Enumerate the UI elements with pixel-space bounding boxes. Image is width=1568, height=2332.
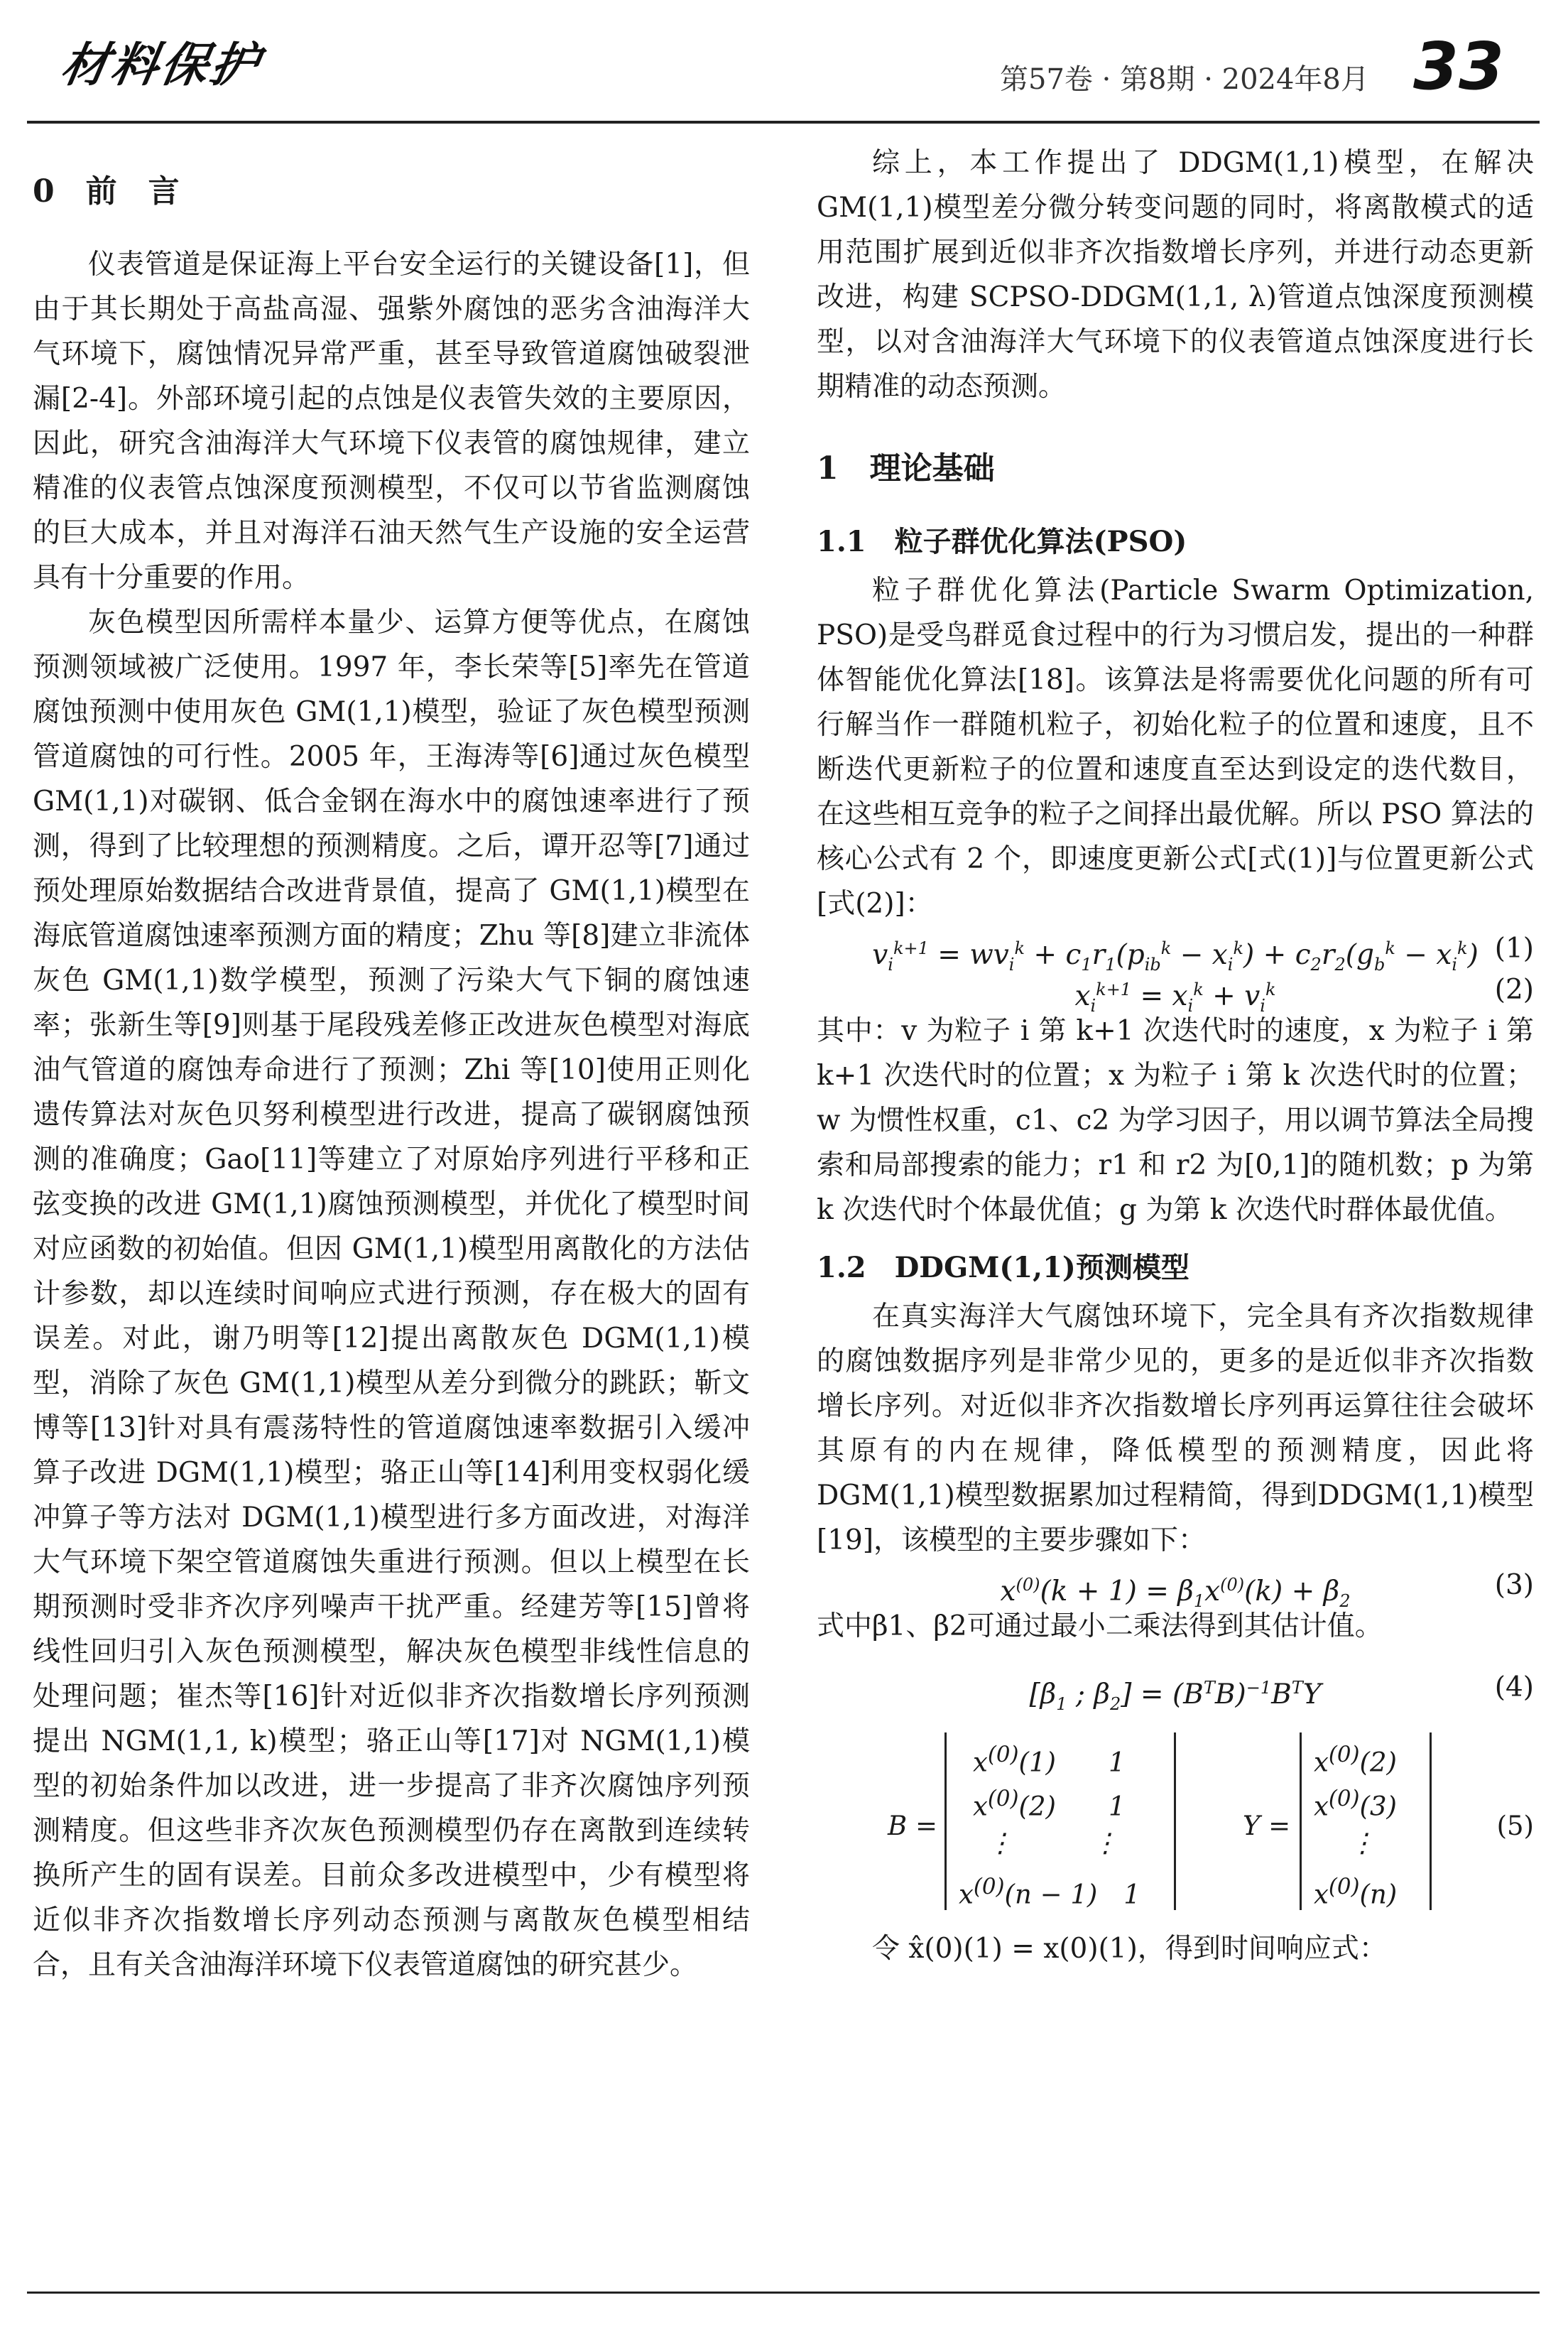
page-number: 33 [1413, 28, 1505, 104]
paragraph-time-response: 令 x̂(0)(1) = x(0)(1)，得到时间响应式： [872, 1933, 1387, 1965]
paragraph-intro-1: 仪表管道是保证海上平台安全运行的关键设备[1]，但由于其长期处于高盐高湿、强紫外腐蚀的恶劣含油海洋大气环境下，腐蚀情况异常严重，甚至导致管道腐蚀破裂泄漏[2-4]。外部环境引起的点蚀是仪表管失效的主要原因，因此，研究含油海洋大气环境下仪表管的腐蚀规律，建立精准的仪表管点蚀深度预测模型，不仅可以节省监测腐蚀的巨大成本，并且对海洋石油天然气生产设施的安全运营具有十分重要的作用。 [33, 249, 750, 594]
page-header [0, 0, 1568, 124]
subsection-heading-ddgm: 1.2 DDGM(1,1)预测模型 [817, 1251, 1189, 1284]
header-rule [27, 121, 1540, 124]
matrix-y-cell: $x^{(0)}(n)$ [1314, 1874, 1398, 1910]
equation-2-number: (2) [1494, 974, 1534, 1006]
equation-1 [817, 926, 1534, 975]
paragraph-summary: 综上，本工作提出了 DDGM(1,1)模型，在解决GM(1,1)模型差分微分转变问题的同时，将离散模式的适用范围扩展到近似非齐次指数增长序列，并进行动态更新改进，构建 SCPSO-DDGM(1,1, λ)管道点蚀深度预测模型，以对含油海洋大气环境下的仪表管道点蚀深度进行长期精准的动态预测。 [817, 147, 1534, 403]
paragraph-least-squares: 式中β1、β2可通过最小二乘法得到其估计值。 [817, 1610, 1383, 1642]
equation-5-number: (5) [1496, 1811, 1534, 1841]
issue-info: 第57卷 · 第8期 · 2024年8月 [1000, 63, 1369, 96]
equation-3 [817, 1563, 1534, 1611]
matrix-y-label: Y = [1243, 1811, 1291, 1841]
matrix-y-cell: $x^{(0)}(2)$ [1314, 1742, 1397, 1778]
left-column [33, 158, 750, 1987]
matrix-b-cell: $x^{(0)}(n - 1)$ 1 [959, 1874, 1140, 1910]
journal-logo: 材料保护 [57, 37, 266, 92]
matrix-y-cell: ⋮ [1349, 1828, 1376, 1858]
matrix-b-cell: $x^{(0)}(1)$ 1 [973, 1742, 1126, 1778]
equation-1-number: (1) [1494, 933, 1534, 965]
equation-2 [817, 967, 1534, 1016]
equation-3-body: $x^{(0)}(k + 1) = \beta_1x^{(0)}(k) + \beta_2$ [1000, 1575, 1351, 1611]
paragraph-intro-2: 灰色模型因所需样本量少、运算方便等优点，在腐蚀预测领域被广泛使用。1997 年，李长荣等[5]率先在管道腐蚀预测中使用灰色 GM(1,1)模型，验证了灰色模型预测管道腐蚀的可行性。2005 年，王海涛等[6]通过灰色模型 GM(1,1)对碳钢、低合金钢在海水中的腐蚀速率进行了预测，得到了比较理想的预测精度。之后，谭开忍等[7]通过预处理原始数据结合改进背景值，提高了 GM(1,1)模型在海底管道腐蚀速率预测方面的精度；Zhu 等[8]建立非流体灰色 GM(1,1)数学模型，预测了污染大气下铜的腐蚀速率；张新生等[9]则基于尾段残差修正改进灰色模型对海底油气管道的腐蚀寿命进行了预测；Zhi 等[10]使用正则化遗传算法对灰色贝努利模型进行改进，提高了碳钢腐蚀预测的准确度；Gao[11]等建立了对原始序列进行平移和正弦变换的改进 GM(1,1)腐蚀预测模型，并优化了模型时间对应函数的初始值。但因 GM(1,1)模型用离散化的方法估计参数，却以连续时间响应式进行预测，存在极大的固有误差。对此，谢乃明等[12]提出离散灰色 DGM(1,1)模型，消除了灰色 GM(1,1)模型从差分到微分的跳跃；靳文博等[13]针对具有震荡特性的管道腐蚀速率数据引入缓冲算子改进 DGM(1,1)模型；骆正山等[14]利用变权弱化缓冲算子等方法对 DGM(1,1)模型进行多方面改进，对海洋大气环境下架空管道腐蚀失重进行预测。但以上模型在长期预测时受非齐次序列噪声干扰严重。经建芳等[15]曾将线性回归引入灰色预测模型，解决灰色模型非线性信息的处理问题；崔杰等[16]针对近似非齐次指数增长序列预测提出 NGM(1,1, k)模型；骆正山等[17]对 NGM(1,1)模型的初始条件加以改进，进一步提高了非齐次腐蚀序列预测精度。但这些非齐次灰色预测模型仍存在离散到连续转换所产生的固有误差。目前众多改进模型中，少有模型将近似非齐次指数增长序列动态预测与离散灰色模型相结合，且有关含油海洋环境下仪表管道腐蚀的研究甚少。 [33, 607, 750, 1981]
matrix-b-cell: ⋮ ⋮ [987, 1828, 1118, 1858]
matrix-b-cell: $x^{(0)}(2)$ 1 [973, 1786, 1126, 1822]
paragraph-pso: 粒子群优化算法(Particle Swarm Optimization, PSO)是受鸟群觅食过程中的行为习惯启发，提出的一种群体智能优化算法[18]。该算法是将需要优化问题的所有可行解当作一群随机粒子，初始化粒子的位置和速度，且不断迭代更新粒子的位置和速度直至达到设定的迭代数目，在这些相互竞争的粒子之间择出最优解。所以 PSO 算法的核心公式有 2 个，即速度更新公式[式(1)]与位置更新公式[式(2)]： [817, 575, 1534, 920]
footer-rule [27, 2292, 1540, 2294]
matrix-y-cell: $x^{(0)}(3)$ [1314, 1786, 1397, 1822]
equation-3-number: (3) [1494, 1569, 1534, 1601]
equation-2-body: $x_i^{k+1} = x_i^k + v_i^k$ [1074, 980, 1276, 1016]
subsection-heading-pso: 1.1 粒子群优化算法(PSO) [817, 525, 1187, 558]
section-heading-introduction: 0 前 言 [33, 173, 180, 210]
equation-4-body: [$\beta_1$ ; $\beta_2] = (B^TB)^{-1}B^TY$ [1029, 1678, 1322, 1714]
equation-5 [817, 1732, 1534, 1921]
matrix-b-label: B = [888, 1811, 937, 1841]
paragraph-ddgm: 在真实海洋大气腐蚀环境下，完全具有齐次指数规律的腐蚀数据序列是非常少见的，更多的是近似非齐次指数增长序列。对近似非齐次指数增长序列再运算往往会破坏其原有的内在规律，降低模型的预测精度，因此将 DGM(1,1)模型数据累加过程精简，得到DDGM(1,1)模型[19]，该模型的主要步骤如下： [817, 1301, 1534, 1556]
section-heading-theory: 1 理论基础 [817, 450, 995, 487]
paragraph-pso-variables: 其中：v 为粒子 i 第 k+1 次迭代时的速度，x 为粒子 i 第 k+1 次迭代时的位置；x 为粒子 i 第 k 次迭代时的位置；w 为惯性权重，c1、c2 为学习因子，用以调节算法全局搜索和局部搜索的能力；r1 和 r2 为[0,1]的随机数；p 为第 k 次迭代时个体最优值；g 为第 k 次迭代时群体最优值。 [817, 1015, 1534, 1226]
equation-4-number: (4) [1494, 1671, 1534, 1703]
right-column [817, 141, 1534, 1971]
equation-1-body: $v_i^{k+1} = wv_i^k + c_1r_1(p_{ib}^k - x_i^k) + c_2r_2(g_b^k - x_i^k)$ [872, 938, 1479, 975]
equation-4 [817, 1649, 1534, 1727]
